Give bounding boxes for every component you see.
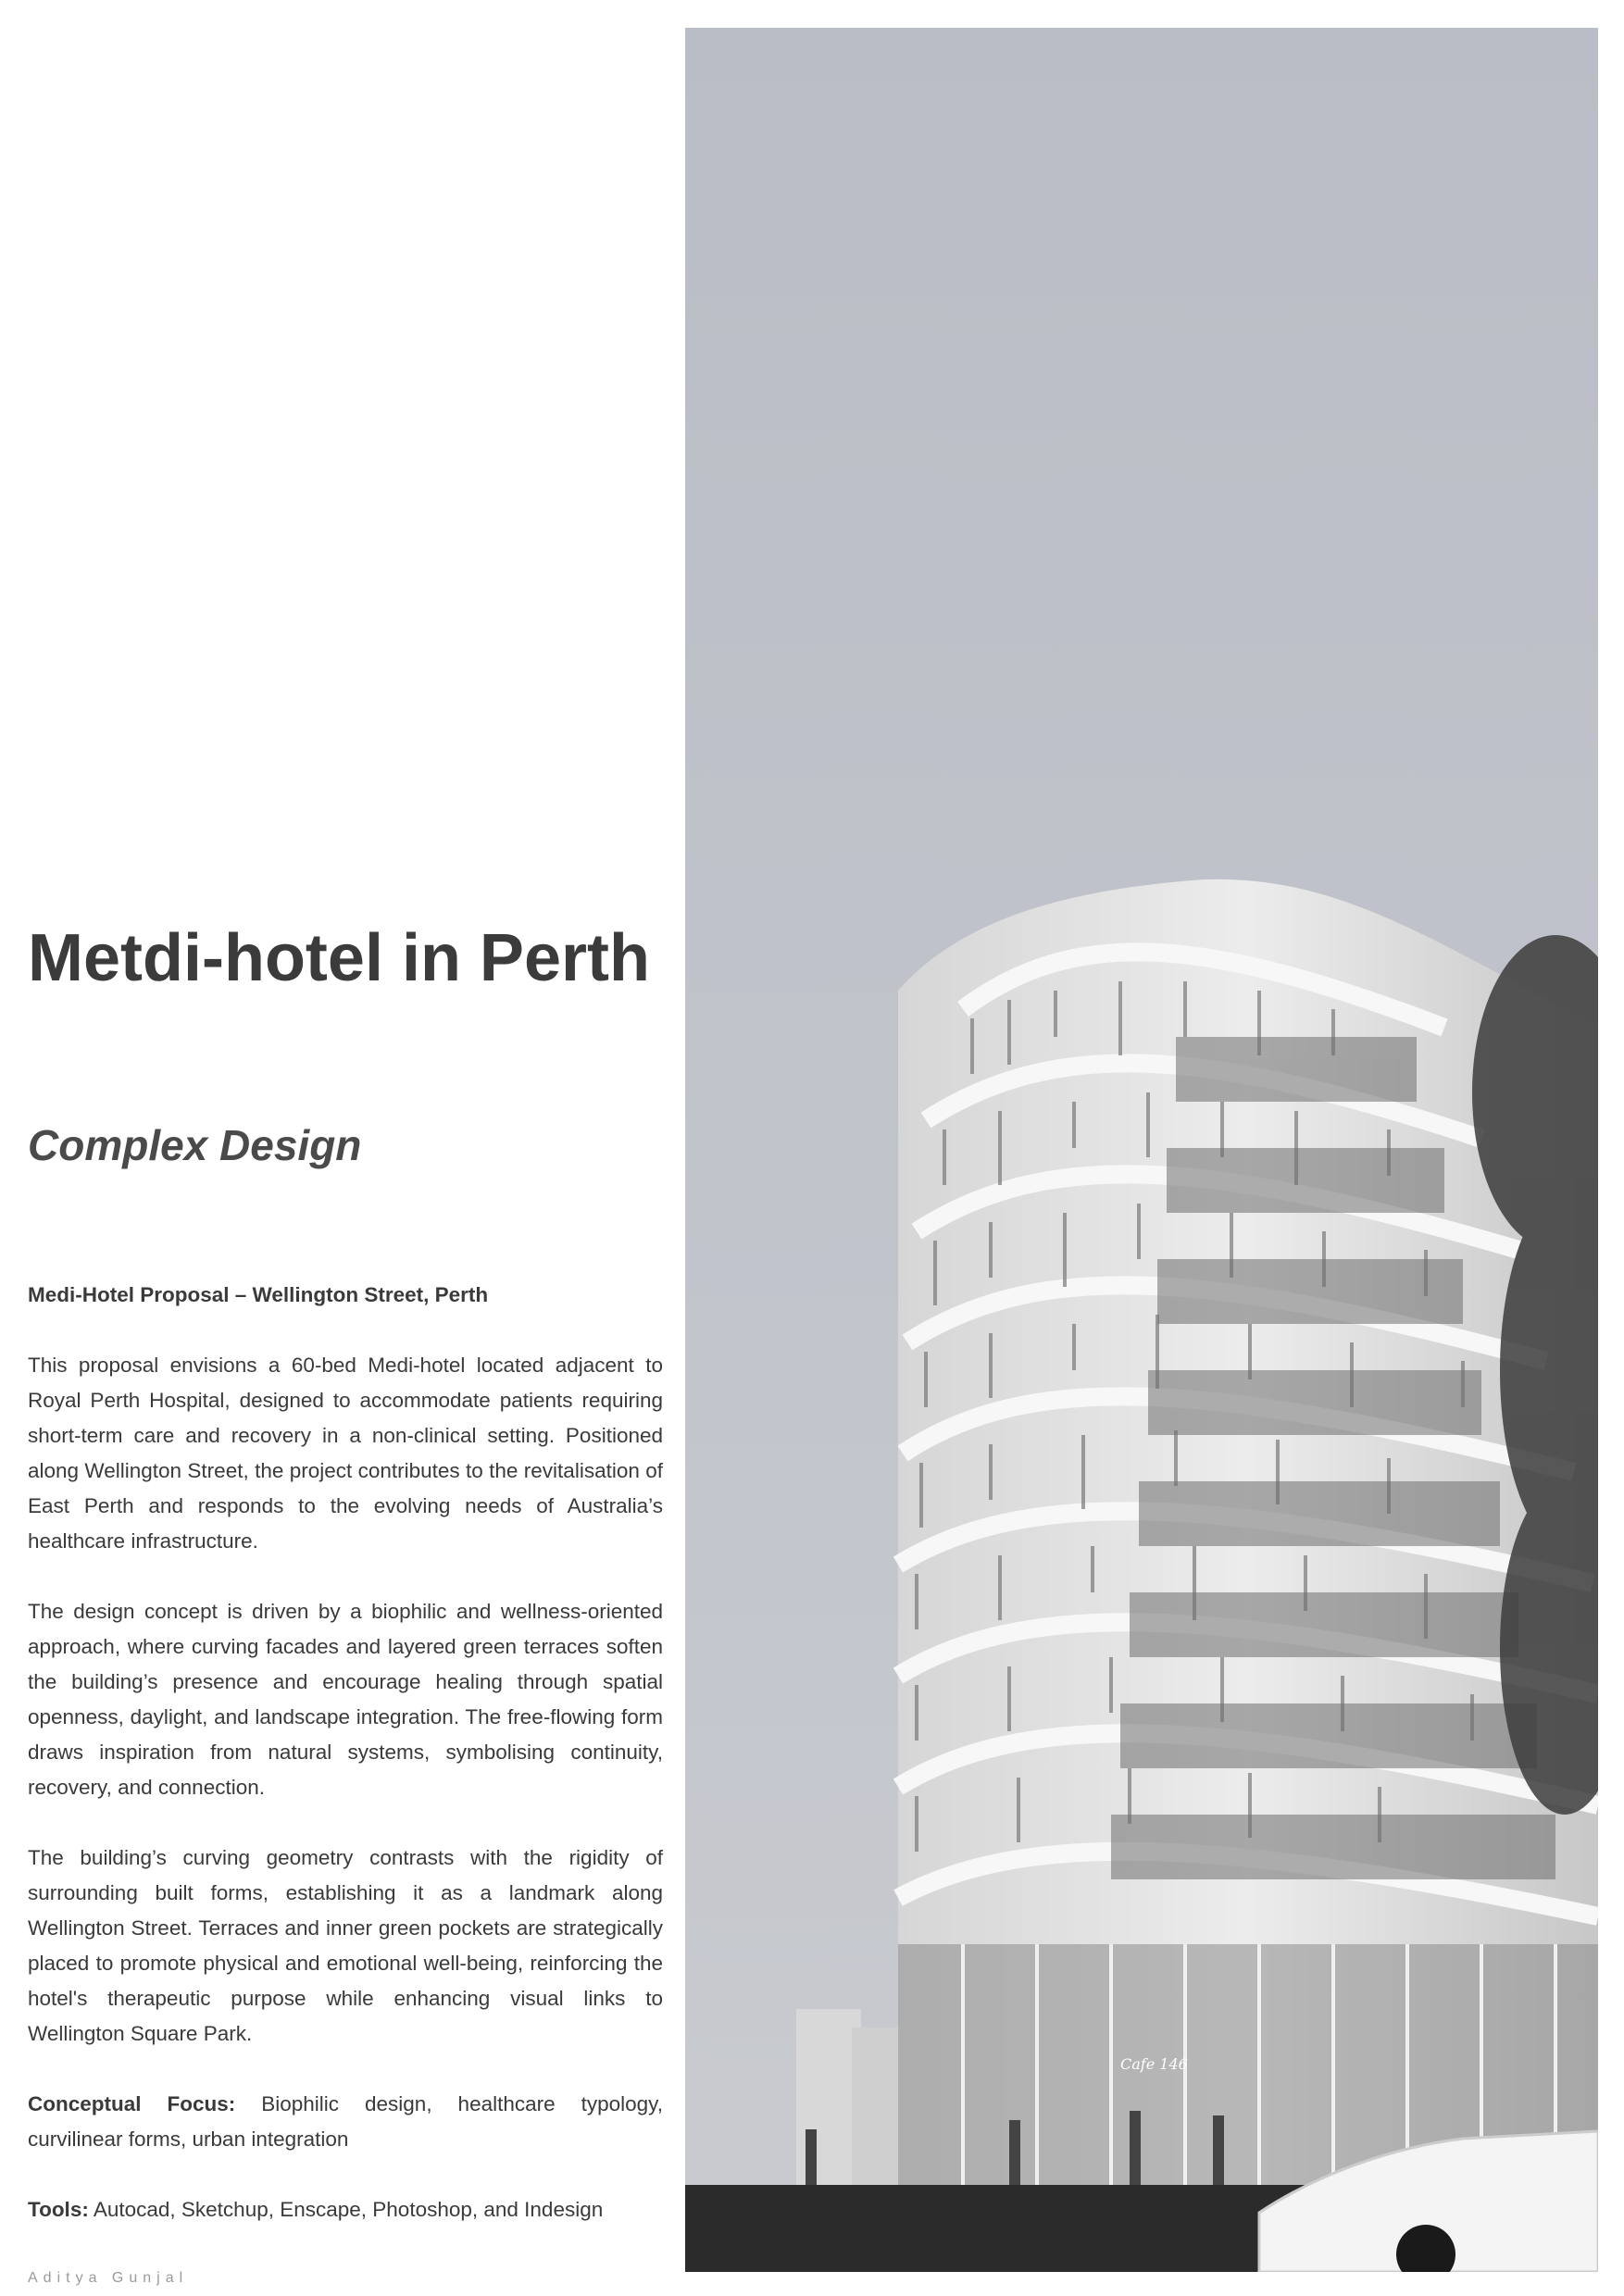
tools	[28, 2192, 663, 2227]
conceptual-focus	[28, 2087, 663, 2157]
paragraph-concept: The design concept is driven by a biophilic and wellness-oriented approach, where curving facades and layered green terraces soften the building’s presence and encourage healing through spatial openness, daylight, and landscape integration. The free-flowing form draws inspiration from natural systems, symbolising continuity, recovery, and connection.	[28, 1600, 663, 1799]
page-subtitle: Complex Design	[28, 1121, 362, 1169]
body-text	[28, 1278, 663, 2263]
cafe-sign: Cafe 146	[1120, 2055, 1188, 2073]
section-heading: Medi-Hotel Proposal – Wellington Street, Perth	[28, 1283, 489, 1306]
building-render-image	[685, 28, 1598, 2272]
conceptual-focus-text: Biophilic design, healthcare typology, curvilinear forms, urban integration	[28, 2092, 663, 2151]
paragraph-intro: This proposal envisions a 60-bed Medi-hotel located adjacent to Royal Perth Hospital, designed to accommodate patients requiring short-term care and recovery in a non-clinical setting. Positioned along Wellington Street, the project contributes to the revitalisation of East Perth and responds to the evolving needs of Australia’s healthcare infrastructure.	[28, 1354, 663, 1553]
building-render-illustration	[685, 28, 1598, 2272]
page-title: Metdi-hotel in Perth	[28, 921, 650, 995]
tools-label: Tools:	[28, 2198, 89, 2221]
tools-text: Autocad, Sketchup, Enscape, Photoshop, and Indesign	[88, 2198, 604, 2221]
author-footer: Aditya Gunjal	[28, 2270, 189, 2286]
conceptual-focus-label: Conceptual Focus:	[28, 2092, 236, 2115]
paragraph-geometry: The building’s curving geometry contrasts with the rigidity of surrounding built forms, establishing it as a landmark along Wellington Street. Terraces and inner green pockets are strategically placed to promote physical and emotional well-being, reinforcing the hotel's therapeutic purpose while enhancing visual links to Wellington Square Park.	[28, 1846, 663, 2045]
